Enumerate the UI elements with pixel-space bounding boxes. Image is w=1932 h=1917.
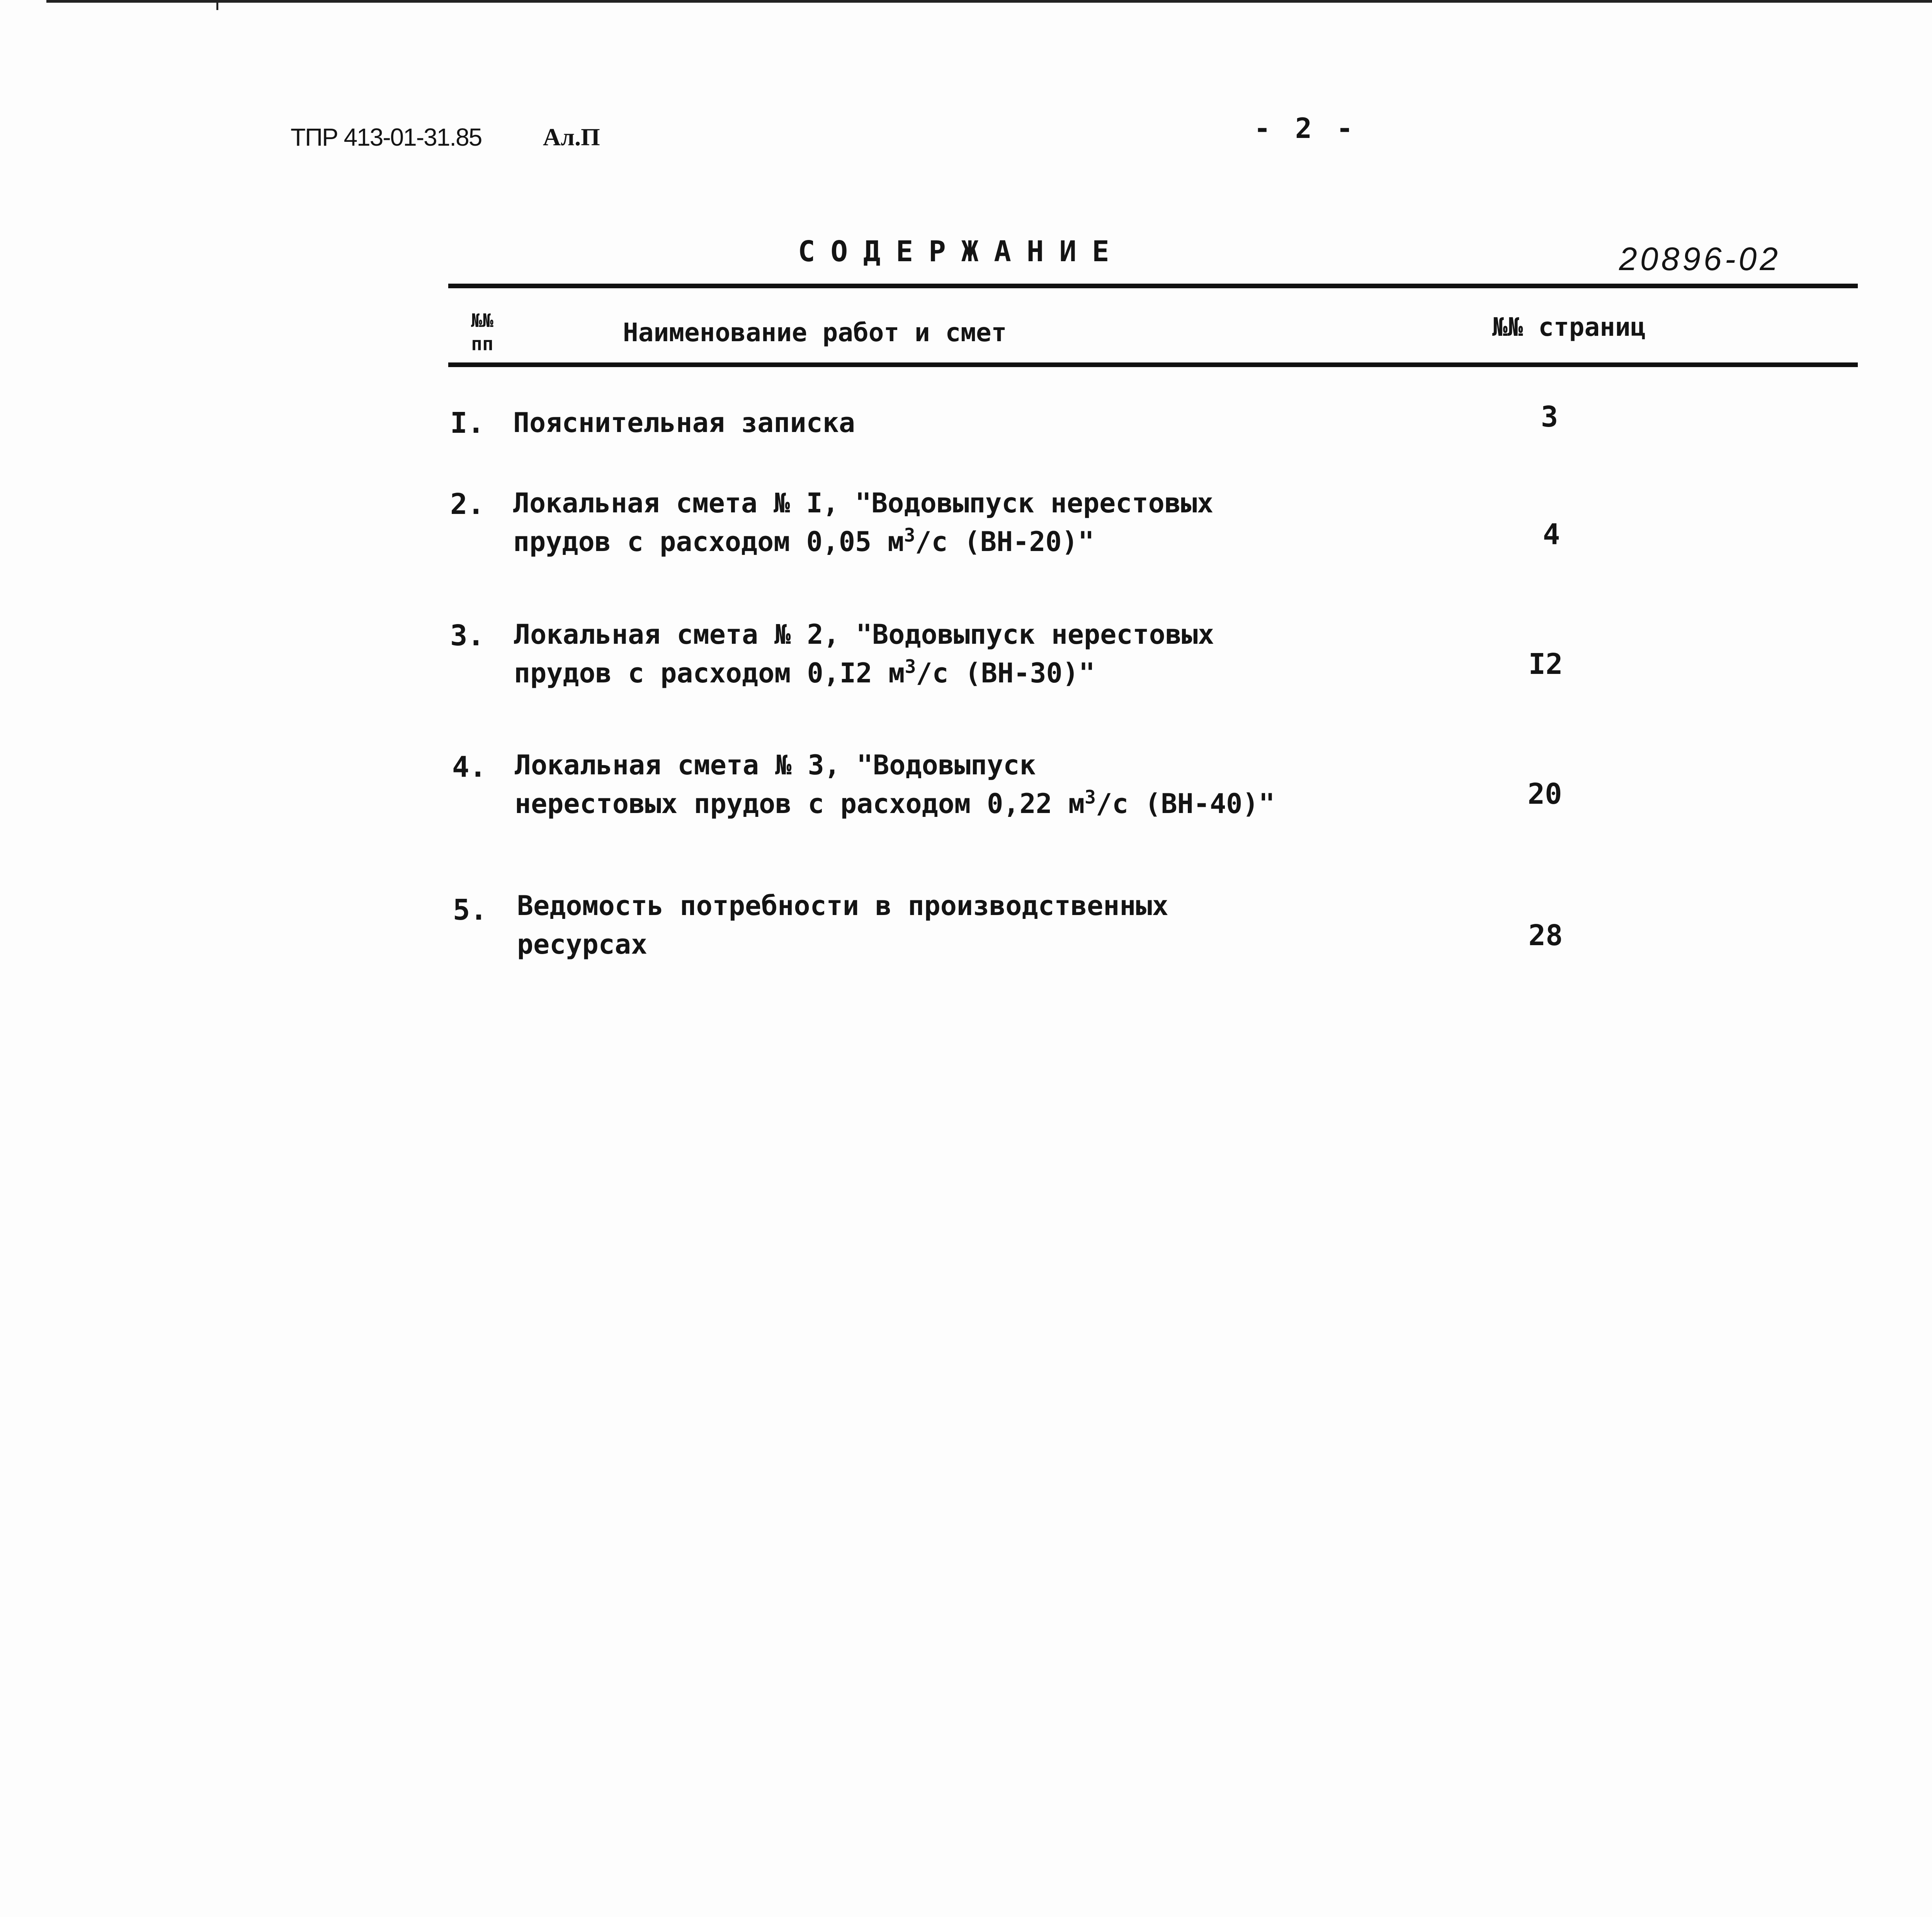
table-row-2-page: 4 <box>1543 518 1560 551</box>
column-header-pages: №№ страниц <box>1492 312 1646 342</box>
table-row-2-title-line2-b: /с (ВН-20)" <box>915 526 1094 558</box>
document-code: ТПР 413-01-31.85 <box>291 123 482 151</box>
handwritten-doc-number: 20896-02 <box>1619 241 1781 277</box>
column-header-number <box>467 309 498 356</box>
table-top-rule <box>448 284 1858 288</box>
table-row-1-page: 3 <box>1541 400 1558 434</box>
table-row-2-number: 2. <box>450 488 485 521</box>
table-row-4-page: 20 <box>1527 777 1562 811</box>
table-row-5-number: 5. <box>453 893 488 927</box>
table-row-3-title-line2-b: /с (ВН-30)" <box>916 657 1095 689</box>
column-header-number-line2: пп <box>471 333 493 355</box>
table-row-4-number: 4. <box>452 750 487 784</box>
table-row-3-number: 3. <box>450 619 485 652</box>
scan-top-edge <box>46 0 1932 3</box>
table-row-3-title <box>514 615 1214 692</box>
column-header-number-line1: №№ <box>471 310 493 332</box>
table-header-rule <box>448 362 1858 367</box>
table-row-3-title-line1: Локальная смета № 2, "Водовыпуск нерестовых <box>514 619 1214 650</box>
table-row-4-title-line2-b: /с (ВН-40)" <box>1095 788 1275 820</box>
table-row-1-title-line1: Пояснительная записка <box>513 407 855 439</box>
table-row-4-title-line2 <box>515 784 1275 823</box>
table-row-2-superscript: 3 <box>904 524 915 546</box>
table-row-5-title-line1: Ведомость потребности в производственных <box>517 890 1168 922</box>
table-row-1-title <box>513 403 855 442</box>
table-row-2-title-line2-a: прудов с расходом 0,05 м <box>513 526 904 558</box>
album-label: Ал.П <box>543 123 600 151</box>
page-title: СОДЕРЖАНИЕ <box>798 235 1125 268</box>
table-row-4-title <box>515 746 1275 823</box>
table-row-2-title-line2 <box>513 522 1213 561</box>
table-row-2-title-line1: Локальная смета № I, "Водовыпуск нерестовых <box>513 487 1214 519</box>
page-number: - 2 - <box>1254 112 1357 145</box>
table-row-4-superscript: 3 <box>1085 786 1096 808</box>
table-row-3-title-line2-a: прудов с расходом 0,I2 м <box>514 657 905 689</box>
table-row-5-title <box>517 886 1168 964</box>
table-row-1-number: I. <box>450 407 485 440</box>
table-row-2-title <box>513 484 1213 561</box>
table-row-5-title-line2: ресурсах <box>517 929 648 960</box>
table-row-3-superscript: 3 <box>905 656 916 678</box>
column-header-name: Наименование работ и смет <box>623 318 1007 347</box>
table-row-3-title-line2 <box>514 654 1214 692</box>
scan-top-edge-tick <box>216 0 218 10</box>
table-row-4-title-line2-a: нерестовых прудов с расходом 0,22 м <box>515 788 1085 820</box>
table-row-5-page: 28 <box>1528 919 1563 952</box>
table-row-4-title-line1: Локальная смета № 3, "Водовыпуск <box>515 749 1036 781</box>
table-row-3-page: I2 <box>1528 648 1563 681</box>
